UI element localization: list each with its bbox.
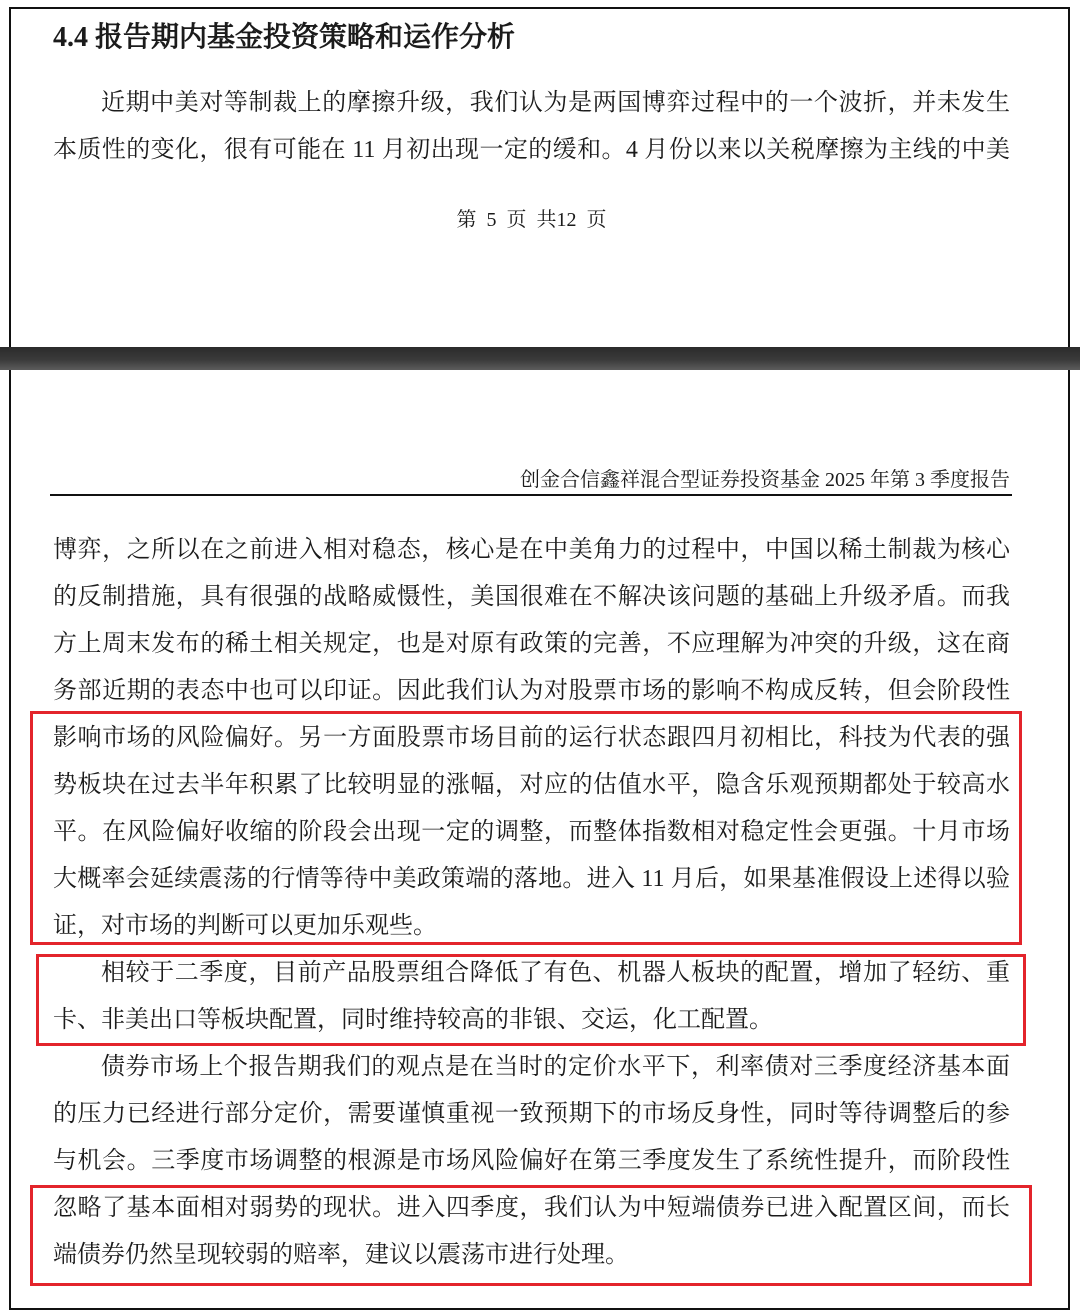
page-top <box>9 7 1070 347</box>
header-rule <box>50 494 1012 496</box>
paragraph-line: 影响市场的风险偏好。另一方面股票市场目前的运行状态跟四月初相比，科技为代表的强 <box>53 725 1010 751</box>
paragraph-line: 本质性的变化，很有可能在 11 月初出现一定的缓和。4 月份以来以关税摩擦为主线的中美 <box>53 137 1010 163</box>
paragraph-line: 的压力已经进行部分定价，需要谨慎重视一致预期下的市场反身性，同时等待调整后的参 <box>53 1101 1010 1127</box>
paragraph-line: 方上周末发布的稀土相关规定，也是对原有政策的完善，不应理解为冲突的升级，这在商 <box>53 631 1010 657</box>
running-header: 创金合信鑫祥混合型证券投资基金 2025 年第 3 季度报告 <box>520 469 1010 491</box>
paragraph-line: 大概率会延续震荡的行情等待中美政策端的落地。进入 11 月后，如果基准假设上述得以验 <box>53 866 1010 892</box>
highlight-box-bond-outlook <box>30 1185 1032 1286</box>
page-gap <box>0 347 1080 370</box>
paragraph-line: 务部近期的表态中也可以印证。因此我们认为对股票市场的影响不构成反转，但会阶段性 <box>53 678 1010 704</box>
paragraph-line: 与机会。三季度市场调整的根源是市场风险偏好在第三季度发生了系统性提升，而阶段性 <box>53 1148 1010 1174</box>
highlight-box-equity-outlook <box>30 711 1022 945</box>
paragraph-line: 卡、非美出口等板块配置，同时维持较高的非银、交运，化工配置。 <box>53 1007 773 1033</box>
page-footer: 第 5 页 共12 页 <box>456 209 607 231</box>
paragraph-line: 相较于二季度，目前产品股票组合降低了有色、机器人板块的配置，增加了轻纺、重 <box>101 960 1010 986</box>
paragraph-line: 势板块在过去半年积累了比较明显的涨幅，对应的估值水平，隐含乐观预期都处于较高水 <box>53 772 1010 798</box>
paragraph-line: 证，对市场的判断可以更加乐观些。 <box>53 913 437 939</box>
paragraph-line: 债券市场上个报告期我们的观点是在当时的定价水平下，利率债对三季度经济基本面 <box>101 1054 1010 1080</box>
paragraph <box>53 80 1010 174</box>
paragraph-line: 近期中美对等制裁上的摩擦升级，我们认为是两国博弈过程中的一个波折，并未发生 <box>101 90 1010 116</box>
paragraph-line: 博弈，之所以在之前进入相对稳态，核心是在中美角力的过程中，中国以稀土制裁为核心 <box>53 537 1010 563</box>
paragraph-line: 的反制措施，具有很强的战略威慑性，美国很难在不解决该问题的基础上升级矛盾。而我 <box>53 584 1010 610</box>
paragraph-line: 平。在风险偏好收缩的阶段会出现一定的调整，而整体指数相对稳定性会更强。十月市场 <box>53 819 1010 845</box>
paragraph-line: 端债券仍然呈现较弱的赔率，建议以震荡市进行处理。 <box>53 1242 629 1268</box>
highlight-box-portfolio-changes <box>36 954 1026 1046</box>
section-heading: 4.4 报告期内基金投资策略和运作分析 <box>53 22 516 53</box>
paragraph-line: 忽略了基本面相对弱势的现状。进入四季度，我们认为中短端债券已进入配置区间，而长 <box>53 1195 1010 1221</box>
